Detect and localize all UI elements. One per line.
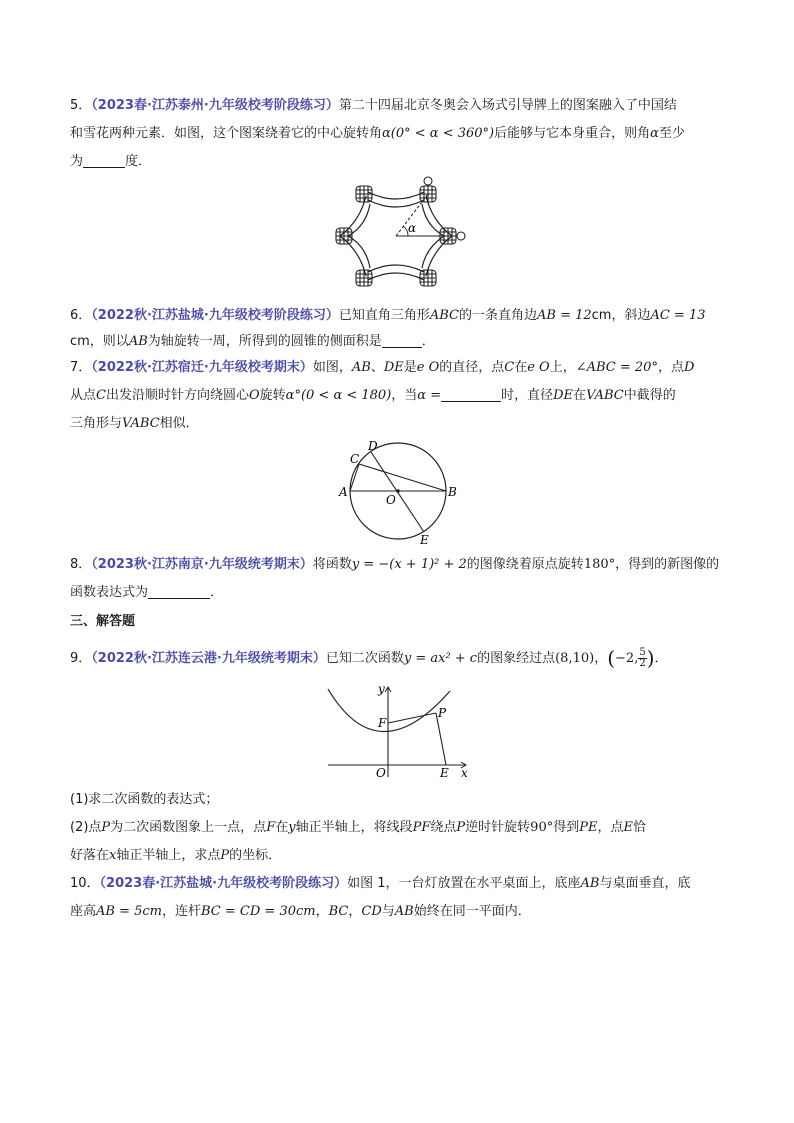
q8-line-2 [70,583,730,603]
q10-source: （2023春·江苏盐城·九年级校考阶段练习） [99,876,348,891]
q9-text: ． [654,651,668,666]
q7-math: VABC [586,388,624,403]
q8-answer-blank[interactable] [148,584,210,599]
q7-text: 时，直径 [501,388,554,403]
q9-text: ，点 [597,820,624,835]
q6-math: AC = 13 [650,308,706,323]
q7-label-e: E [420,533,429,547]
q7-text: 中截得的 [623,388,676,403]
q6-text: cm，斜边 [591,308,651,323]
q9-text: 在 [275,820,289,835]
q7-math: α = [417,388,442,403]
q7-math: DE [553,388,574,403]
q5-knot-figure [328,176,464,296]
q7-math: DE [383,360,404,375]
q9-math: P [456,820,466,835]
q7-text: 是 [403,360,417,375]
q9-math: E [623,820,633,835]
q5-number: 5． [70,98,92,113]
q9-text: 的坐标． [229,848,282,863]
q5-math: α(0° < α < 360°) [382,126,495,141]
q7-line-3 [70,414,730,434]
q7-text: 在 [573,388,587,403]
q10-line-2 [70,902,730,922]
q10-math: AB [580,876,600,891]
q9-paren-open: ( [607,646,616,670]
q7-label-b: B [448,485,457,499]
q5-answer-blank[interactable] [83,153,125,168]
q9-math: PF [412,820,431,835]
q9-text: ， [594,651,608,666]
q9-fraction [638,648,646,669]
q6-text: 的一条直角边 [459,308,538,323]
q7-number: 7． [70,360,92,375]
q9-text: 好落在 [70,848,110,863]
q9-math: y [288,820,296,835]
q7-text: 出发沿顺时针方向绕圆心 [105,388,249,403]
section-heading: 三、解答题 [70,614,136,629]
q10-math: BC = CD = 30cm [201,904,316,919]
q9-source: （2022秋·江苏连云港·九年级统考期末） [91,651,326,666]
q5-source: （2023春·江苏泰州·九年级校考阶段练习） [91,98,339,113]
q9-sub2-line-2 [70,846,730,866]
q6-source: （2022秋·江苏盐城·九年级校考阶段练习） [91,308,339,323]
q9-label-x: x [461,766,468,780]
q10-number: 10． [70,876,100,891]
q9-line-1 [70,648,730,669]
q7-math: AB [351,360,371,375]
q9-text: 逆时针旋转 [465,820,531,835]
q9-text: 已知二次函数 [325,651,404,666]
q5-text: 和雪花两种元素．如图，这个图案绕着它的中心旋转角 [70,126,383,141]
q9-math: −2, [615,651,639,666]
q7-label-a: A [339,485,348,499]
q9-math: (8,10) [555,651,595,666]
q9-parabola-figure [322,683,472,779]
q7-circle-figure [336,436,466,548]
q5-text: 为 [70,154,84,169]
q7-text: 、 [370,360,384,375]
q7-line-2 [70,386,730,406]
q9-label-y: y [378,682,385,696]
q10-text: ， [315,904,329,919]
q6-line-2 [70,332,730,352]
q7-text: 从点 [70,388,97,403]
q9-text: 绕点 [430,820,457,835]
q8-source: （2023秋·江苏南京·九年级统考期末） [91,557,313,572]
q9-label-e: E [440,766,449,780]
q8-math: y = −(x + 1)² + 2 [351,557,467,572]
q7-math: C [504,360,515,375]
q7-line-1 [70,358,730,378]
q9-sub2-line-1 [70,818,730,838]
q9-text: 轴正半轴上，求点 [116,848,221,863]
q10-text: 如图 1，一台灯放置在水平桌面上，底座 [347,876,581,891]
q7-text: 三角形与 [70,416,123,431]
q10-math: CD [361,904,382,919]
q5-line-3 [70,152,730,172]
q8-math: 180° [583,557,616,572]
q7-math: ∠ABC = 20° [575,360,658,375]
q10-line-1 [70,874,730,894]
q10-text: 座高 [70,904,97,919]
q7-source: （2022秋·江苏宿迁·九年级校考期末） [91,360,313,375]
q9-label-f: F [378,716,387,730]
q9-text: 为二次函数图象上一点，点 [110,820,267,835]
q8-text: ． [210,585,224,600]
q6-text: ． [421,334,435,349]
q6-answer-blank[interactable] [382,333,422,348]
q9-text: (2)点 [70,820,102,835]
q9-math: F [266,820,276,835]
q9-sub1: (1)求二次函数的表达式； [70,792,219,807]
q6-math: AB = 12 [537,308,592,323]
q8-text: ，得到的新图像的 [615,557,720,572]
q6-text: cm，则以 [70,334,129,349]
q9-math: PE [579,820,598,835]
q9-math: P [101,820,111,835]
q8-line-1 [70,555,730,575]
q10-text: 始终在同一平面内． [413,904,531,919]
q5-text: 后能够与它本身重合，则角 [494,126,651,141]
q8-number: 8． [70,557,92,572]
q6-text: 已知直角三角形 [338,308,430,323]
q7-math: e O [527,360,550,375]
q9-text: 的图象经过点 [477,651,556,666]
q6-math: ABC [429,308,459,323]
q5-text: 第二十四届北京冬奥会入场式引导牌上的图案融入了中国结 [338,98,677,113]
q7-label-o: O [386,493,396,507]
q9-text: 恰 [633,820,647,835]
q10-math: AB = 5cm [96,904,162,919]
q5-text: 度． [125,154,152,169]
q7-label-d: D [368,439,378,453]
q7-math: D [683,360,695,375]
q7-text: 上， [549,360,576,375]
q9-math: y = ax² + c [403,651,478,666]
q7-text: ，当 [391,388,418,403]
q9-label-o: O [376,766,386,780]
q9-math: x [109,848,117,863]
q10-text: ， [348,904,362,919]
q7-label-c: C [350,452,360,466]
q7-math: C [96,388,106,403]
q7-text: 相似． [159,416,199,431]
q10-text: 与 [381,904,395,919]
q7-text: 在 [514,360,528,375]
q9-frac-num: 5 [639,647,646,658]
q7-text: 旋转 [259,388,286,403]
q6-number: 6． [70,308,92,323]
q9-math: P [220,848,230,863]
q7-math: α°(0 < α < 180) [285,388,392,403]
q7-text: 如图， [312,360,352,375]
q7-math: O [248,388,260,403]
q8-text: 将函数 [312,557,352,572]
q9-label-p: P [438,706,447,720]
q9-math: 90° [530,820,554,835]
q6-line-1 [70,306,730,326]
q10-math: BC [328,904,349,919]
q9-text: 得到 [553,820,580,835]
q7-text: ，点 [657,360,684,375]
q5-line-2 [70,124,730,144]
q9-paren-close: ) [646,646,655,670]
q7-math: e O [416,360,440,375]
q5-text: 至少 [658,126,685,141]
q7-answer-blank[interactable] [441,387,501,402]
q8-text: 函数表达式为 [70,585,149,600]
q8-text: 的图像绕着原点旋转 [466,557,584,572]
q5-alpha-label: α [408,221,417,235]
q9-text: 轴正半轴上，将线段 [295,820,413,835]
q10-text: ，连杆 [162,904,202,919]
q5-line-1 [70,96,730,116]
q6-math: AB [128,334,148,349]
q7-text: 的直径，点 [439,360,505,375]
q10-math: AB [394,904,414,919]
q5-math: α [650,126,659,141]
q10-text: 与桌面垂直，底 [599,876,691,891]
q9-number: 9． [70,651,92,666]
q6-text: 为轴旋转一周，所得到的圆锥的侧面积是 [147,334,382,349]
q7-math: VABC [122,416,160,431]
q9-frac-den: 2 [639,658,646,669]
